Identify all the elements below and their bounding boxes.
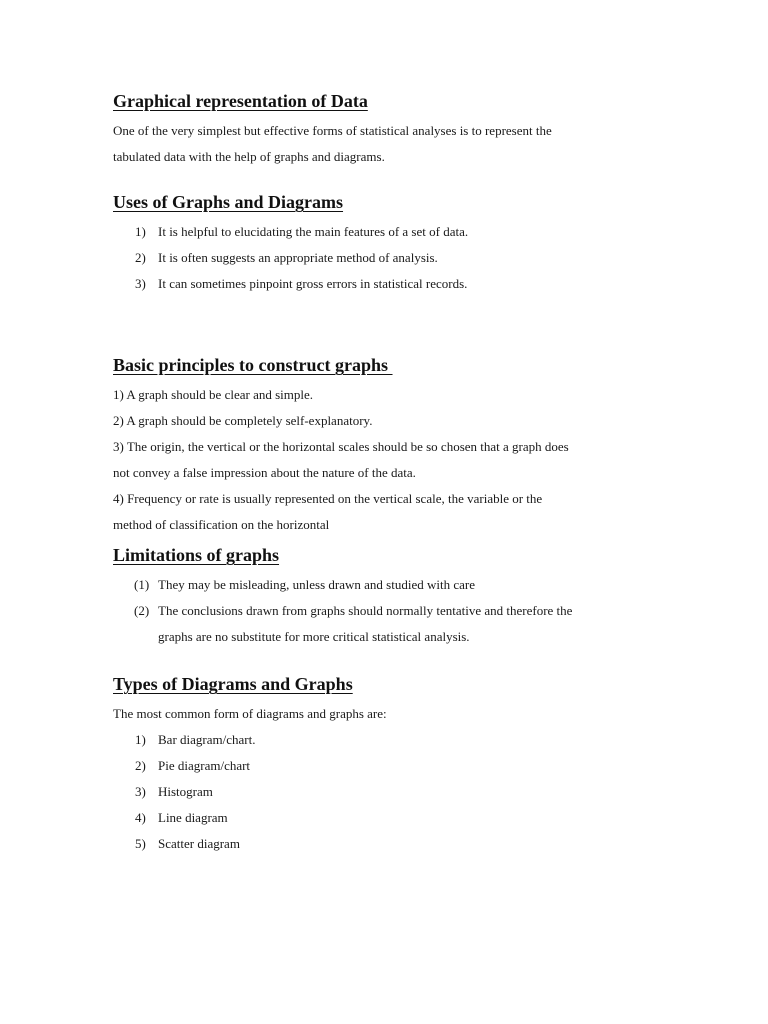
list-marker: (2) [134,603,150,618]
list-item-text: Pie diagram/chart [158,758,251,773]
list-item-text: They may be misleading, unless drawn and studied with care [158,577,475,592]
list-item [113,779,653,805]
types-list [113,727,653,857]
list-marker: 2) [135,250,146,265]
list-item [113,753,653,779]
section-graphical-representation [113,88,653,170]
list-item-text: It can sometimes pinpoint gross errors in statistical records. [158,276,468,291]
list-item [113,598,653,650]
principles-text [113,382,653,538]
list-item [113,831,653,857]
list-marker: 2) [135,758,146,773]
principle-line: 3) The origin, the vertical or the horizontal scales should be so chosen that a graph does [113,439,569,454]
list-marker: 1) [135,732,146,747]
list-marker: 4) [135,810,146,825]
list-item [113,805,653,831]
section-types [113,671,653,857]
intro-paragraph-line: tabulated data with the help of graphs and diagrams. [113,149,385,164]
list-item-text-continued: graphs are no substitute for more critical statistical analysis. [158,629,470,644]
principle-line: not convey a false impression about the nature of the data. [113,465,416,480]
principle-line: 4) Frequency or rate is usually represented on the vertical scale, the variable or the [113,491,543,506]
list-item [113,727,653,753]
section-basic-principles [113,352,653,538]
document-page [113,88,653,857]
list-item-text: It is often suggests an appropriate method of analysis. [158,250,438,265]
list-marker: 3) [135,784,146,799]
intro-paragraph-line: One of the very simplest but effective forms of statistical analyses is to represent the [113,123,552,138]
list-item-text: Histogram [158,784,213,799]
list-marker: 5) [135,836,146,851]
list-item-text: Scatter diagram [158,836,240,851]
principle-line: 2) A graph should be completely self-explanatory. [113,413,373,428]
uses-list [113,219,653,297]
list-marker: 1) [135,224,146,239]
heading-basic-principles: Basic principles to construct graphs [113,355,393,375]
list-item [113,245,653,271]
heading-graphical-representation: Graphical representation of Data [113,91,368,111]
list-marker: (1) [134,577,150,592]
heading-limitations: Limitations of graphs [113,545,280,565]
section-limitations [113,542,653,650]
list-marker: 3) [135,276,146,291]
list-item-text: Line diagram [158,810,228,825]
limitations-list [113,572,653,650]
list-item [113,219,653,245]
heading-types: Types of Diagrams and Graphs [113,674,353,694]
list-item-text: Bar diagram/chart. [158,732,256,747]
principle-line: 1) A graph should be clear and simple. [113,387,314,402]
section-uses [113,189,653,297]
types-lead: The most common form of diagrams and graphs are: [113,706,387,721]
list-item [113,572,653,598]
list-item-text: It is helpful to elucidating the main features of a set of data. [158,224,469,239]
list-item-text: The conclusions drawn from graphs should normally tentative and therefore the [158,603,573,618]
principle-line: method of classification on the horizontal [113,517,330,532]
list-item [113,271,653,297]
heading-uses: Uses of Graphs and Diagrams [113,192,344,212]
